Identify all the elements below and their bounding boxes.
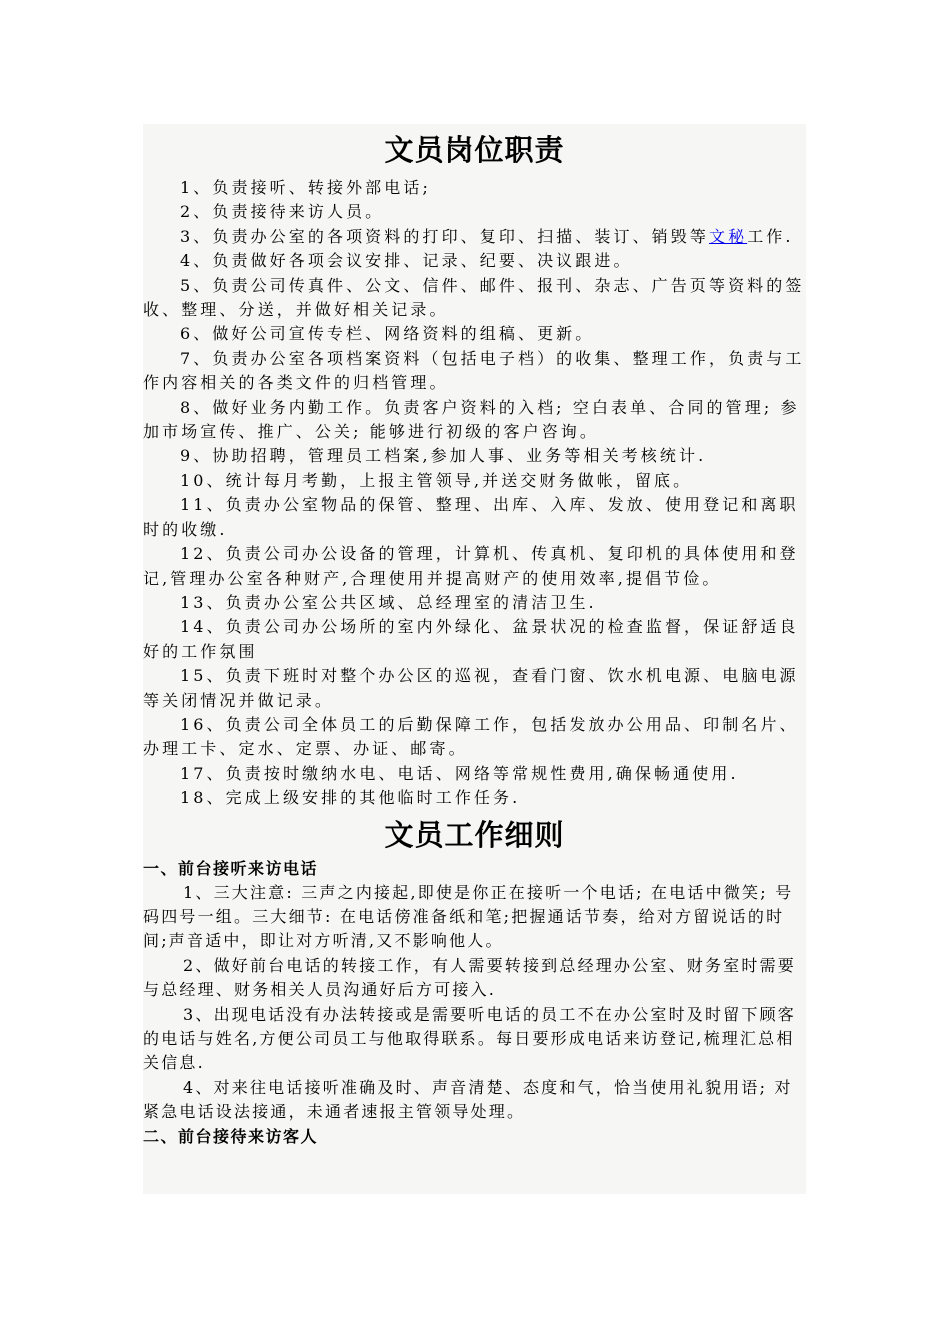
duty-item: 7、负责办公室各项档案资料（包括电子档）的收集、整理工作，负责与工作内容相关的各类文件的归档管理。	[143, 348, 805, 393]
duties-list	[143, 176, 806, 811]
rule-item: 4、对来往电话接听准确及时、声音清楚、态度和气，恰当使用礼貌用语; 对紧急电话设法接通，未通者速报主管领导处理。	[143, 1077, 793, 1122]
duty-item: 14、负责公司办公场所的室内外绿化、盆景状况的检查监督，保证舒适良好的工作氛围	[143, 617, 799, 661]
duty-item	[143, 225, 806, 249]
duty-item: 10、统计每月考勤，上报主管领导,并送交财务做帐，留底。	[180, 470, 693, 490]
duty-item: 12、负责公司办公设备的管理，计算机、传真机、复印机的具体使用和登记,管理办公室各种财产,合理使用并提高财产的使用效率,提倡节俭。	[143, 544, 799, 588]
duty-item: 13、负责办公室公共区域、总经理室的清洁卫生.	[180, 592, 597, 612]
title-work-rules: 文员工作细则	[384, 817, 565, 852]
duty-item: 5、负责公司传真件、公文、信件、邮件、报刊、杂志、广告页等资料的签收、整理、分送，并做好相关记录。	[143, 275, 805, 320]
duty-text: 工作.	[747, 226, 794, 246]
rule-item: 3、出现电话没有办法转接或是需要听电话的员工不在办公室时及时留下顾客的电话与姓名,方便公司员工与他取得联系。每日要形成电话来访登记,梳理汇总相关信息.	[143, 1004, 796, 1073]
duty-item: 2、负责接待来访人员。	[180, 202, 385, 222]
duty-item: 15、负责下班时对整个办公区的巡视，查看门窗、饮水机电源、电脑电源等关闭情况并做记录。	[143, 666, 799, 710]
duty-item: 8、做好业务内勤工作。负责客户资料的入档; 空白表单、合同的管理; 参加市场宣传、推广、公关; 能够进行初级的客户咨询。	[143, 397, 800, 442]
duty-item: 6、做好公司宣传专栏、网络资料的组稿、更新。	[180, 324, 595, 344]
duty-item: 4、负责做好各项会议安排、记录、纪要、决议跟进。	[180, 251, 633, 271]
duty-text: 3、负责办公室的各项资料的打印、复印、扫描、装订、销毁等	[180, 226, 709, 246]
section1-list	[143, 881, 806, 1125]
document-page	[143, 124, 806, 1194]
duty-item: 18、完成上级安排的其他临时工作任务.	[180, 788, 521, 808]
duty-item: 11、负责办公室物品的保管、整理、出库、入库、发放、使用登记和离职时的收缴.	[143, 495, 799, 539]
title-job-duties: 文员岗位职责	[384, 133, 565, 167]
section-heading: 一、前台接听来访电话	[143, 858, 319, 878]
duty-item: 17、负责按时缴纳水电、电话、网络等常规性费用,确保畅通使用.	[180, 763, 739, 783]
duty-item: 16、负责公司全体员工的后勤保障工作，包括发放办公用品、印制名片、办理工卡、定水、定票、办证、邮寄。	[143, 714, 799, 759]
rule-item: 2、做好前台电话的转接工作，有人需要转接到总经理办公室、财务室时需要与总经理、财务相关人员沟通好后方可接入.	[143, 955, 796, 1000]
duty-item: 1、负责接听、转接外部电话;	[180, 178, 431, 197]
duty-item: 9、协助招聘，管理员工档案,参加人事、业务等相关考核统计.	[180, 446, 707, 466]
section-heading: 二、前台接待来访客人	[143, 1126, 319, 1146]
rule-item: 1、三大注意: 三声之内接起,即使是你正在接听一个电话; 在电话中微笑; 号码四号一组。三大细节: 在电话傍准备纸和笔;把握通话节奏，给对方留说话的时间;声音适中，即让对方听清,又不影响他人。	[143, 882, 794, 951]
wenmi-link[interactable]: 文秘	[708, 226, 748, 246]
